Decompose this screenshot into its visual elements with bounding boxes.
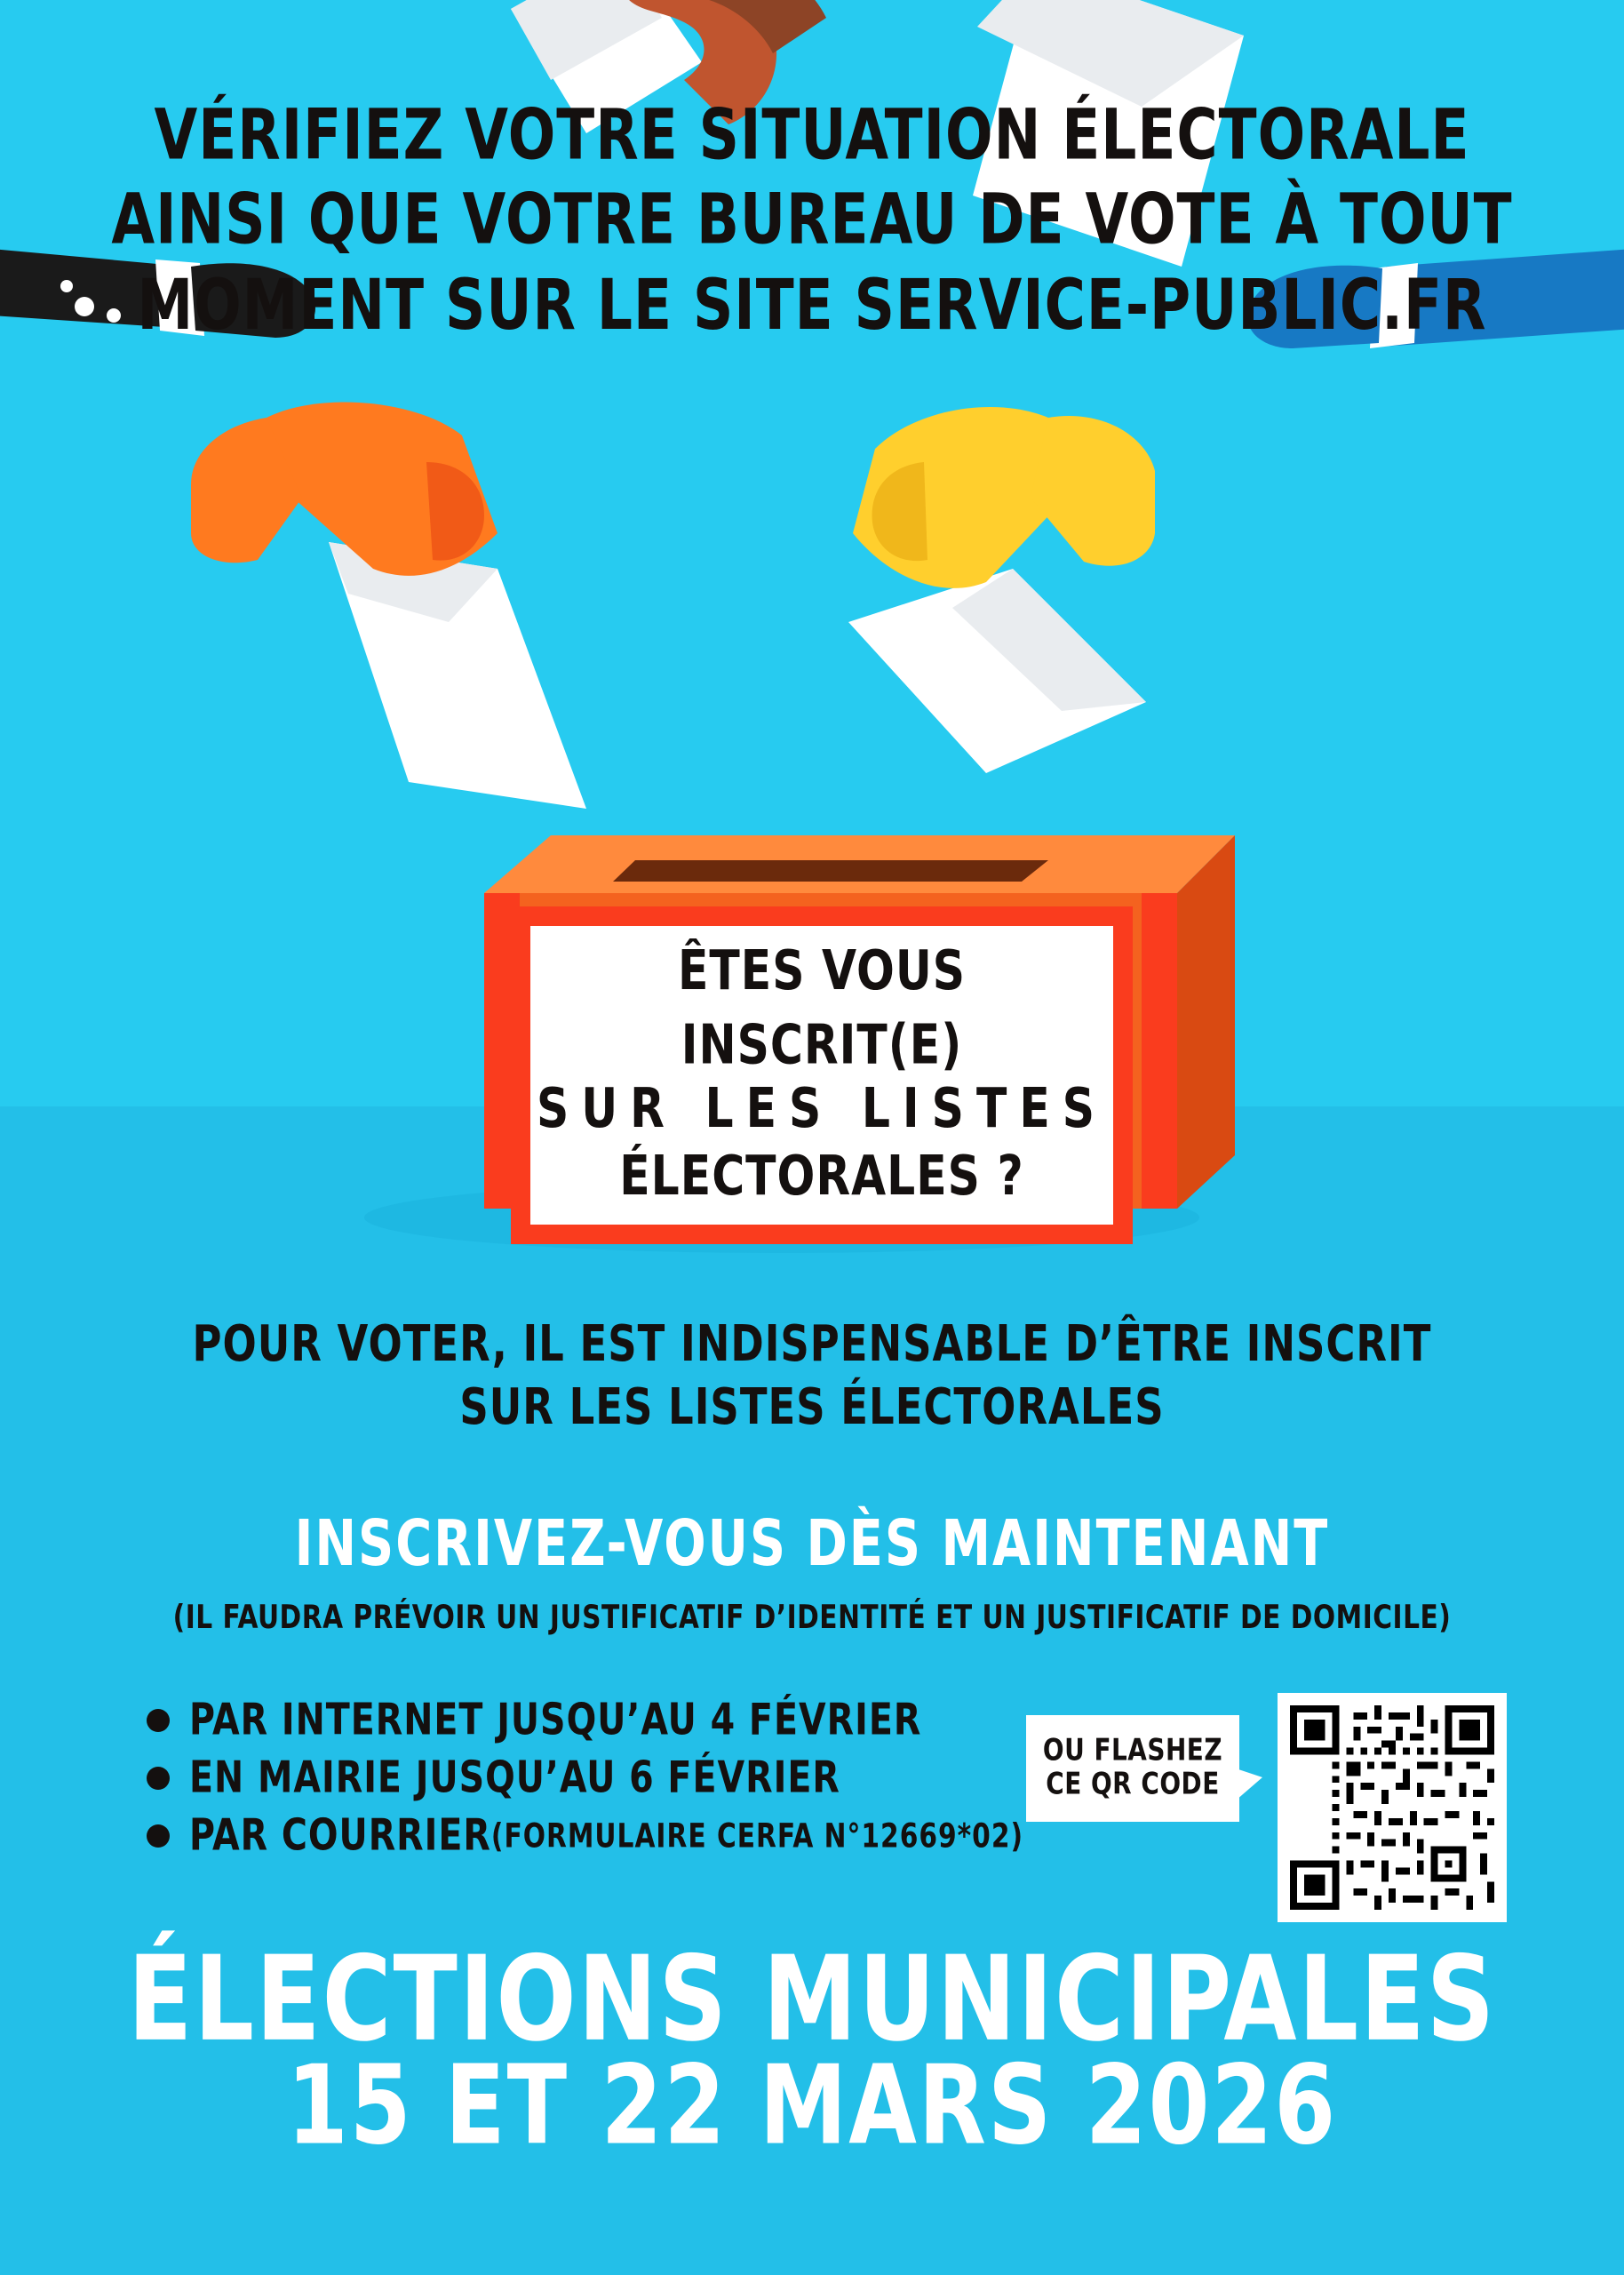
bullet-dot-icon (147, 1824, 170, 1848)
headline-line-1: VÉRIFIEZ VOTRE SITUATION ÉLECTORALE (154, 93, 1470, 176)
list-item (147, 1752, 1079, 1804)
ballot-question-line-3: ÉLECTORALES ? (619, 1144, 1024, 1208)
ballot-box-question (511, 906, 1133, 1244)
qr-callout-bubble (1026, 1715, 1239, 1822)
qr-callout-line-1: OU FLASHEZ (1042, 1733, 1223, 1768)
list-item-label: PAR COURRIER (189, 1809, 491, 1862)
list-item-label: EN MAIRIE JUSQU’AU 6 FÉVRIER (189, 1752, 840, 1804)
page-title (89, 93, 1535, 348)
hand-right-yellow (848, 407, 1155, 773)
ballot-question-line-2: SUR LES LISTES (536, 1076, 1108, 1141)
qr-callout (1026, 1715, 1239, 1822)
headline-line-3: MOMENT SUR LE SITE SERVICE-PUBLIC.FR (137, 264, 1487, 346)
intro-line-1: POUR VOTER, IL EST INDISPENSABLE D’ÊTRE INSCRIT (192, 1314, 1432, 1373)
ballot-question-line-1: ÊTES VOUS INSCRIT(E) (677, 938, 967, 1077)
registration-methods-list (147, 1694, 1079, 1871)
qr-code[interactable] (1278, 1693, 1507, 1922)
list-item (147, 1809, 1079, 1862)
footer-title (53, 1929, 1571, 2169)
qr-callout-tail (1236, 1768, 1262, 1800)
intro-text (107, 1313, 1517, 1438)
qr-callout-line-2: CE QR CODE (1046, 1767, 1220, 1802)
bullet-dot-icon (147, 1709, 170, 1732)
hand-left-orange (191, 403, 586, 809)
qr-code-icon (1290, 1705, 1494, 1910)
call-to-action: INSCRIVEZ-VOUS DÈS MAINTENANT (294, 1505, 1330, 1581)
list-item (147, 1694, 1079, 1746)
list-item-label: PAR INTERNET JUSQU’AU 4 FÉVRIER (189, 1694, 922, 1746)
intro-line-2: SUR LES LISTES ÉLECTORALES (459, 1377, 1165, 1436)
footer-line-1: ÉLECTIONS MUNICIPALES (127, 1929, 1497, 2068)
footer-line-2: 15 ET 22 MARS 2026 (286, 2041, 1338, 2169)
list-item-note: (FORMULAIRE CERFA N°12669*02) (490, 1816, 1024, 1856)
bullet-dot-icon (147, 1767, 170, 1790)
headline-line-2: AINSI QUE VOTRE BUREAU DE VOTE À TOUT (111, 179, 1513, 261)
requirements-note: (IL FAUDRA PRÉVOIR UN JUSTIFICATIF D’IDENTITÉ ET UN JUSTIFICATIF DE DOMICILE) (172, 1598, 1452, 1636)
